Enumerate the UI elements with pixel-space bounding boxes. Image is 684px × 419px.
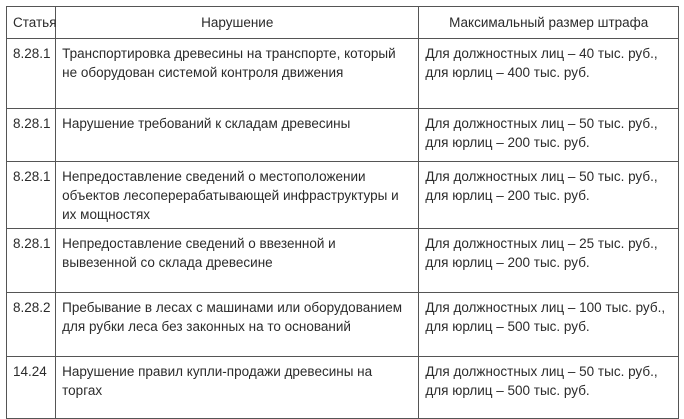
fine-officials: Для должностных лиц – 25 тыс. руб., xyxy=(425,236,658,251)
article-cell: 14.24 xyxy=(7,357,56,419)
fine-cell xyxy=(419,109,679,162)
fine-legal-entities: для юрлиц – 200 тыс. руб. xyxy=(425,135,590,150)
article-cell: 8.28.1 xyxy=(7,109,56,162)
header-article: Статья xyxy=(7,7,56,39)
header-violation: Нарушение xyxy=(56,7,419,39)
fine-cell xyxy=(419,39,679,109)
table-row xyxy=(7,162,679,229)
fine-officials: Для должностных лиц – 50 тыс. руб., xyxy=(425,116,658,131)
violation-cell: Нарушение правил купли-продажи древесины на торгах xyxy=(56,357,419,419)
table-header-row xyxy=(7,7,679,39)
fine-cell xyxy=(419,293,679,357)
fine-cell xyxy=(419,162,679,229)
violation-cell: Непредоставление сведений о местоположении объектов лесоперерабатывающей инфраструктуры и их мощностях xyxy=(56,162,419,229)
fine-legal-entities: для юрлиц – 200 тыс. руб. xyxy=(425,255,590,270)
header-fine: Максимальный размер штрафа xyxy=(419,7,679,39)
violation-cell: Нарушение требований к складам древесины xyxy=(56,109,419,162)
violation-cell: Непредоставление сведений о ввезенной и вывезенной со склада древесине xyxy=(56,229,419,293)
fines-table xyxy=(6,6,679,419)
fine-officials: Для должностных лиц – 100 тыс. руб., xyxy=(425,300,666,315)
fine-cell xyxy=(419,229,679,293)
fine-legal-entities: для юрлиц – 400 тыс. руб. xyxy=(425,65,590,80)
fine-legal-entities: для юрлиц – 500 тыс. руб. xyxy=(425,383,590,398)
fine-officials: Для должностных лиц – 40 тыс. руб., xyxy=(425,46,658,61)
violation-cell: Транспортировка древесины на транспорте, который не оборудован системой контроля движения xyxy=(56,39,419,109)
table-row xyxy=(7,109,679,162)
table-row xyxy=(7,357,679,419)
fine-officials: Для должностных лиц – 50 тыс. руб., xyxy=(425,169,658,184)
article-cell: 8.28.1 xyxy=(7,39,56,109)
fine-legal-entities: для юрлиц – 500 тыс. руб. xyxy=(425,319,590,334)
article-cell: 8.28.1 xyxy=(7,229,56,293)
table-row xyxy=(7,229,679,293)
article-cell: 8.28.1 xyxy=(7,162,56,229)
fine-cell xyxy=(419,357,679,419)
article-cell: 8.28.2 xyxy=(7,293,56,357)
fine-officials: Для должностных лиц – 50 тыс. руб., xyxy=(425,364,658,379)
table-row xyxy=(7,293,679,357)
fine-legal-entities: для юрлиц – 200 тыс. руб. xyxy=(425,188,590,203)
table-row xyxy=(7,39,679,109)
violation-cell: Пребывание в лесах с машинами или оборудованием для рубки леса без законных на то оснований xyxy=(56,293,419,357)
